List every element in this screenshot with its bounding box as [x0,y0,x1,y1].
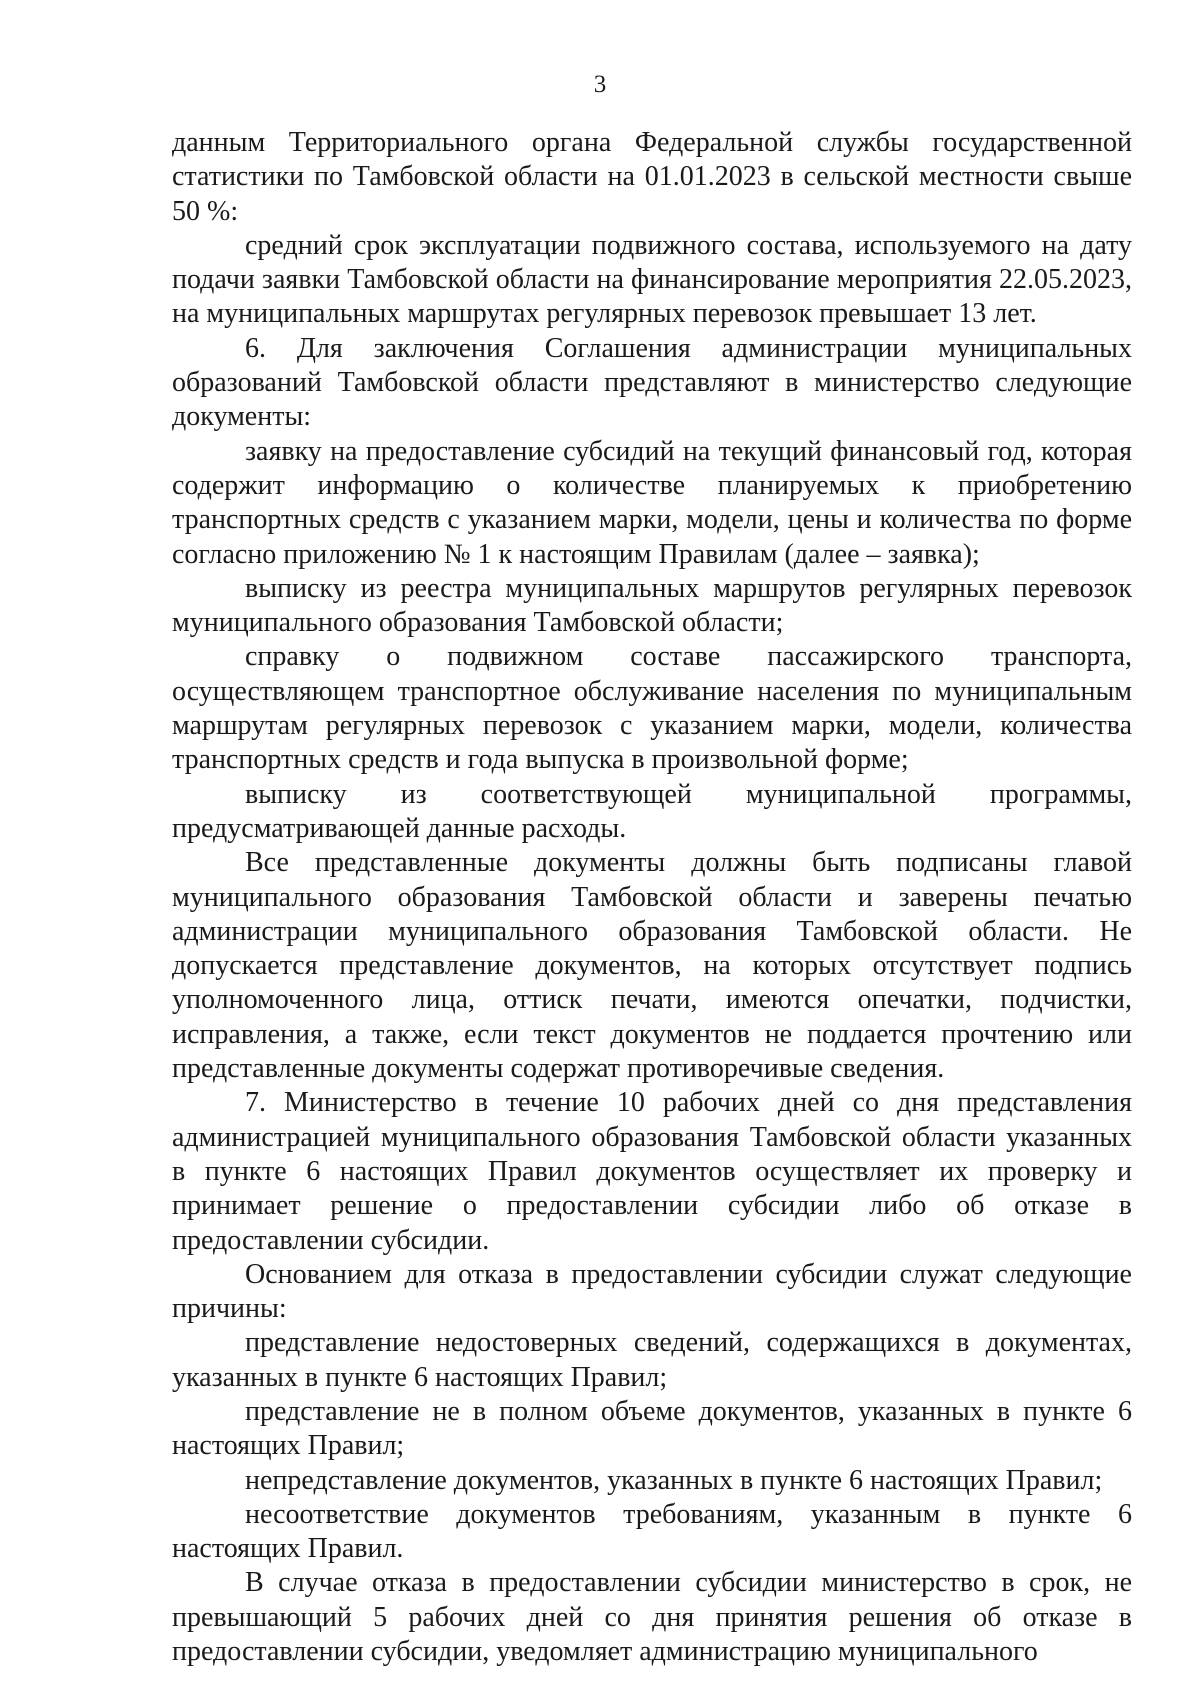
paragraph: средний срок эксплуатации подвижного состава, используемого на дату подачи заявки Тамбовской области на финансирование мероприятия 22.05.2023, на муниципальных маршрутах регулярных перевозок превышает 13 лет. [172,229,1132,330]
paragraph: заявку на предоставление субсидий на текущий финансовый год, которая содержит информацию о количестве планируемых к приобретению транспортных средств с указанием марки, модели, цены и количества по форме согласно приложению № 1 к настоящим Правилам (далее – заявка); [172,435,1132,570]
paragraph-continuation: данным Территориального органа Федеральной службы государственной статистики по Тамбовской области на 01.01.2023 в сельской местности свыше 50 %: [172,127,1132,227]
paragraph: выписку из соответствующей муниципальной программы, предусматривающей данные расходы. [172,778,1132,844]
paragraph: представление недостоверных сведений, содержащихся в документах, указанных в пункте 6 настоящих Правил; [172,1327,1132,1393]
paragraph: несоответствие документов требованиям, указанным в пункте 6 настоящих Правил. [172,1498,1132,1565]
paragraph: представление не в полном объеме документов, указанных в пункте 6 настоящих Правил; [172,1395,1132,1462]
paragraph: выписку из реестра муниципальных маршрутов регулярных перевозок муниципального образования Тамбовской области; [172,572,1132,639]
page-number: 3 [593,71,607,98]
paragraph-item-6: 6. Для заключения Соглашения администрации муниципальных образований Тамбовской области представляют в министерство следующие документы: [172,332,1132,433]
paragraph: Все представленные документы должны быть подписаны главой муниципального образования Тамбовской области и заверены печатью администрации муниципального образования Тамбовской области. Не допускается представление документов, на которых отсутствует подпись уполномоченного лица, оттиск печати, имеются опечатки, подчистки, исправления, а также, если текст документов не поддается прочтению или представленные документы содержат противоречивые сведения. [172,847,1132,1085]
paragraph: справку о подвижном составе пассажирского транспорта, осуществляющем транспортное обслуживание населения по муниципальным маршрутам регулярных перевозок с указанием марки, модели, количества транспортных средств и года выпуска в произвольной форме; [172,641,1132,776]
paragraph: В случае отказа в предоставлении субсидии министерство в срок, не превышающий 5 рабочих дней со дня принятия решения об отказе в предоставлении субсидии, уведомляет администрацию муниципального [172,1567,1132,1668]
paragraph: непредставление документов, указанных в пункте 6 настоящих Правил; [245,1464,1103,1496]
document-body [172,126,1132,1669]
paragraph: Основанием для отказа в предоставлении субсидии служат следующие причины: [172,1258,1132,1325]
paragraph-item-7: 7. Министерство в течение 10 рабочих дней со дня представления администрацией муниципального образования Тамбовской области указанных в пункте 6 настоящих Правил документов осуществляет их проверку и принимает решение о предоставлении субсидии либо об отказе в предоставлении субсидии. [172,1087,1132,1256]
